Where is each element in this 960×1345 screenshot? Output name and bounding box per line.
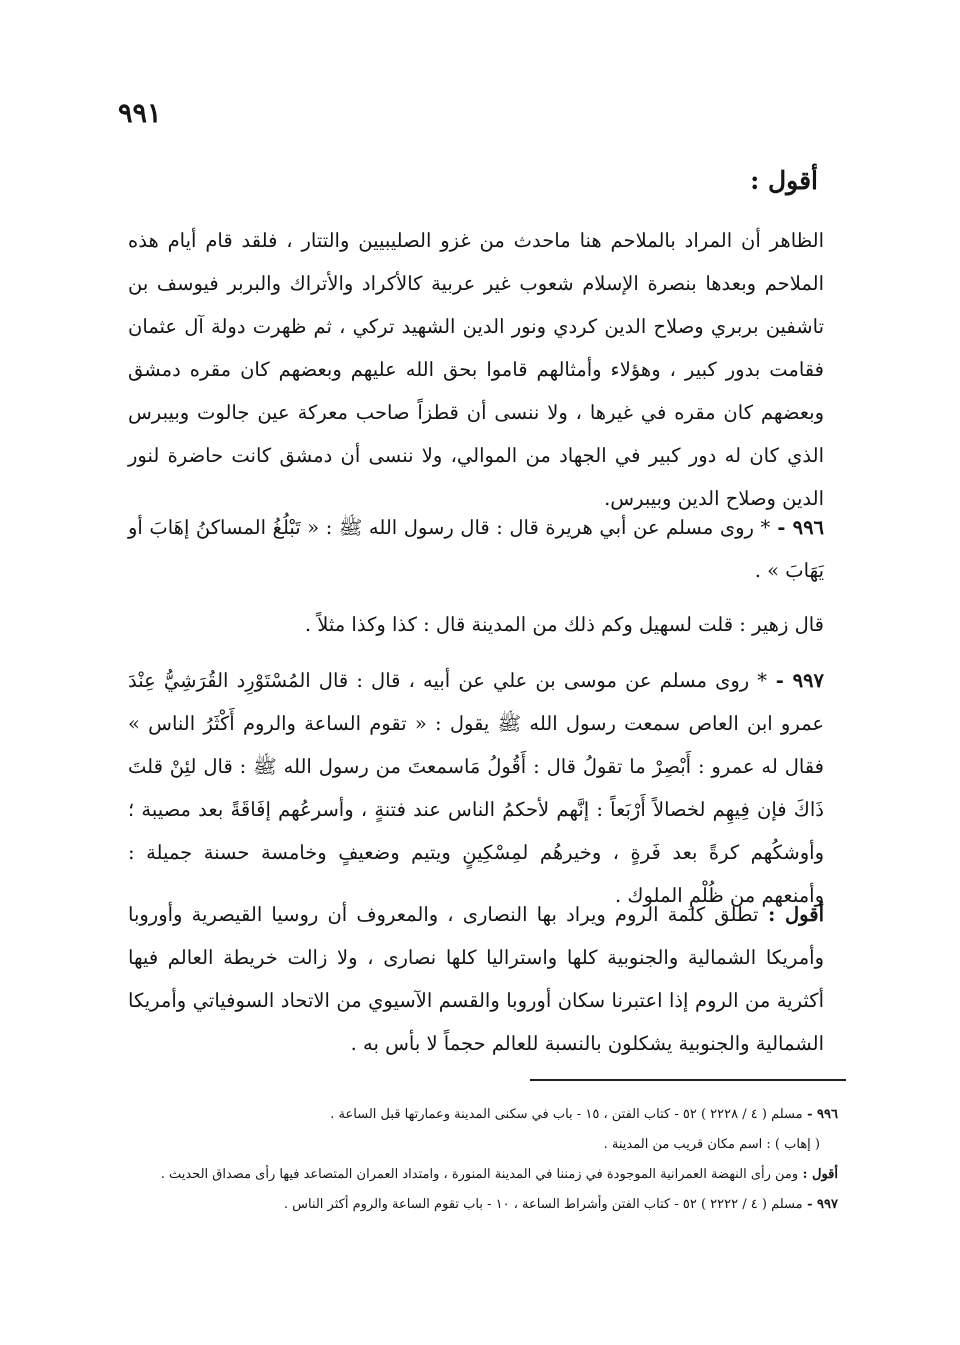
hadith-996-text: * روى مسلم عن أبي هريرة قال : قال رسول الله ﷺ : « تَبْلُغُ المساكنُ إهَابَ أو يَهَابَ » . — [128, 516, 824, 582]
hadith-996 — [128, 506, 824, 592]
footnote-separator — [530, 1079, 846, 1081]
footnote-996 — [128, 1100, 838, 1130]
paragraph-commentary-text: الظاهر أن المراد بالملاحم هنا ماحدث من غزو الصليبيين والتتار ، فلقد قام أيام هذه الملاحم وبعدها بنصرة الإسلام شعوب غير عربية كالأكراد والأتراك والبربر فيوسف بن تاشفين بربري وصلاح الدين كردي ونور الدين الشهيد تركي ، ثم ظهرت دولة آل عثمان فقامت بدور كبير ، وهؤلاء وأمثالهم قاموا بحق الله عليهم وبعضهم كان مقره دمشق وبعضهم كان مقره في غيرها ، ولا ننسى أن قطزاً صاحب معركة عين جالوت وبيبرس الذي كان له دور كبير في الجهاد من الموالي، ولا ننسى أن دمشق كانت حاضرة لنور الدين وصلاح الدين وبيبرس. — [128, 229, 824, 510]
footnote-ihab-text: ( إهاب ) : اسم مكان قريب من المدينة . — [603, 1137, 820, 1152]
section-heading: أقول : — [750, 166, 818, 195]
comment-text: تطلق كلمة الروم ويراد بها النصارى ، والمعروف أن روسيا القيصرية وأوروبا وأمريكا الشمالية والجنوبية كلها واستراليا كلها نصارى ، ولا زالت خريطة العالم فيها أكثرية من الروم إذا اعتبرنا سكان أوروبا والقسم الآسيوي من الاتحاد السوفياتي وأمريكا الشمالية والجنوبية يشكلون بالنسبة للعالم حجماً لا بأس به . — [128, 903, 824, 1055]
footnote-997-number: ٩٩٧ - — [802, 1197, 838, 1212]
footnote-ihab — [128, 1130, 838, 1160]
footnote-996-number: ٩٩٦ - — [802, 1107, 838, 1122]
hadith-997-text: * روى مسلم عن موسى بن علي عن أبيه ، قال : قال المُسْتَوْرِد القُرَشِيُّ عِنْدَ عمرو ابن العاص سمعت رسول الله ﷺ يقول : « تقوم الساعة والروم أَكْثَرُ الناس » فقال له عمرو : أَبْصِرْ ما تقولُ قال : أَقُولُ مَاسمعتَ من رسول الله ﷺ : قال لئِنْ قلتَ ذَاكَ فإن فِيهِم لخصالاً أَرْبَعاً : إنَّهم لأحكمُ الناس عند فتنةٍ ، وأسرعُهم إفَاقَةً بعد مصيبة ؛ وأوشكُهم كرةً بعد فَرةٍ ، وخيرهُم لمِسْكِينٍ ويتيم وضعيفٍ وخامسة حسنة جميلة : وأمنعهم من ظُلْمِ الملوك . — [128, 669, 824, 907]
comment-paragraph — [128, 893, 824, 1065]
footnote-comment — [128, 1160, 838, 1190]
zuhayr-line-text: قال زهير : قلت لسهيل وكم ذلك من المدينة قال : كذا وكذا مثلاً . — [304, 613, 824, 636]
paragraph-commentary — [128, 219, 824, 520]
footnote-996-text: مسلم ( ٤ / ٢٢٢٨ ) ٥٢ - كتاب الفتن ، ١٥ - باب في سكنى المدينة وعمارتها قبل الساعة . — [330, 1107, 803, 1122]
hadith-996-number: ٩٩٦ - — [770, 516, 825, 539]
comment-lead: أقول : — [758, 903, 824, 926]
zuhayr-line — [128, 603, 824, 646]
hadith-997-number: ٩٩٧ - — [767, 669, 824, 692]
hadith-997 — [128, 659, 824, 917]
footnote-997-text: مسلم ( ٤ / ٢٢٢٢ ) ٥٢ - كتاب الفتن وأشراط الساعة ، ١٠ - باب تقوم الساعة والروم أكثر الناس . — [283, 1197, 803, 1212]
footnote-comment-lead: أقول : — [798, 1167, 838, 1182]
footnotes — [128, 1100, 838, 1220]
footnote-997 — [128, 1190, 838, 1220]
footnote-comment-text: ومن رأى النهضة العمرانية الموجودة في زمننا في المدينة المنورة ، وامتداد العمران المتصاعد فيها رأى مصداق الحديث . — [160, 1167, 799, 1182]
page-number: ٩٩١ — [118, 98, 162, 129]
